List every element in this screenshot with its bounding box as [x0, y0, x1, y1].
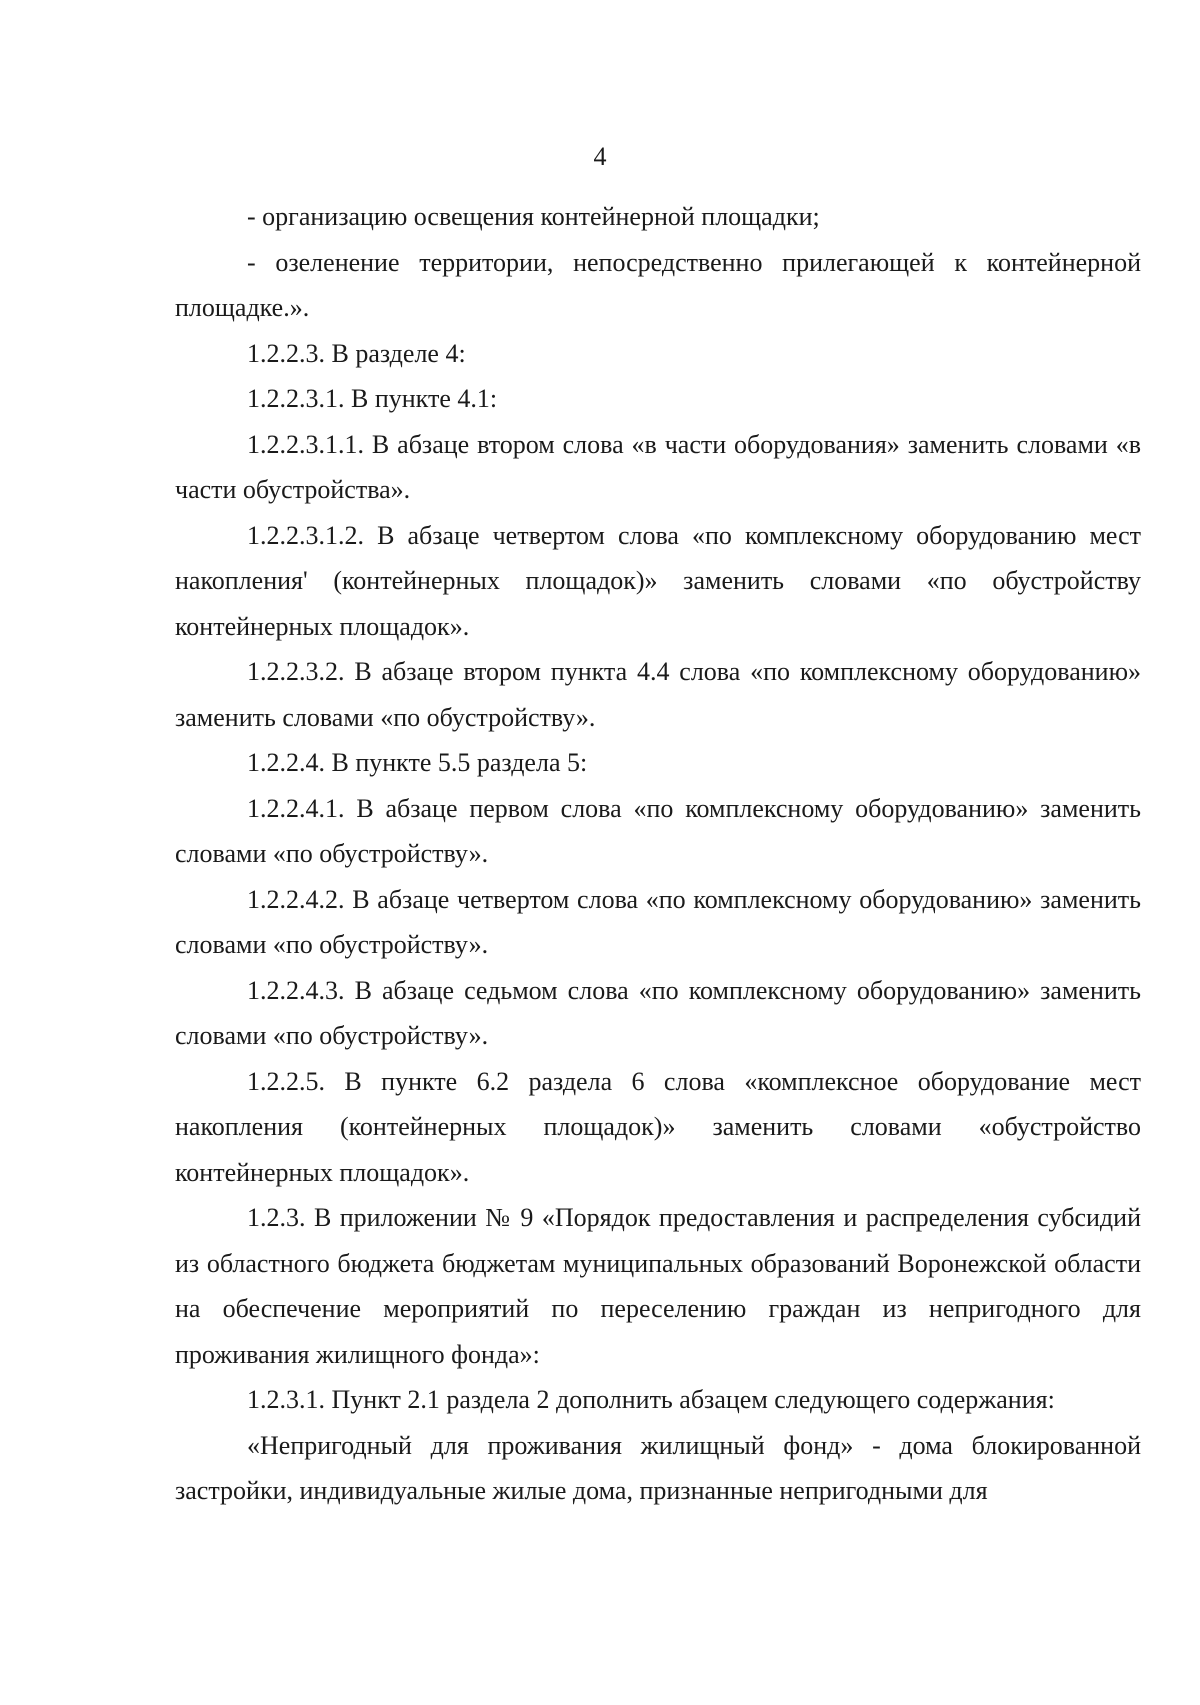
- paragraph-1-2-2-4-2: 1.2.2.4.2. В абзаце четвертом слова «по комплексному оборудованию» заменить словами «по обустройству».: [175, 884, 1141, 959]
- paragraph-1-2-3: 1.2.3. В приложении № 9 «Порядок предоставления и распределения субсидий из областного бюджета бюджетам муниципальных образований Воронежской области на обеспечение мероприятий по переселению граждан из непригодного для проживания жилищного фонда»:: [175, 1203, 1141, 1369]
- paragraph-1-2-2-4-3: 1.2.2.4.3. В абзаце седьмом слова «по комплексному оборудованию» заменить словами «по обустройству».: [175, 975, 1141, 1050]
- paragraph-1-2-2-3-1-2: 1.2.2.3.1.2. В абзаце четвертом слова «по комплексному оборудованию мест накопления' (контейнерных площадок)» заменить словами «по обустройству контейнерных площадок».: [175, 520, 1141, 641]
- paragraph-lighting: - организацию освещения контейнерной площадки;: [247, 202, 820, 231]
- paragraph-1-2-2-3-1: 1.2.2.3.1. В пункте 4.1:: [247, 384, 498, 413]
- paragraph-1-2-2-4: 1.2.2.4. В пункте 5.5 раздела 5:: [247, 748, 588, 777]
- paragraph-1-2-2-3-2: 1.2.2.3.2. В абзаце втором пункта 4.4 слова «по комплексному оборудованию» заменить словами «по обустройству».: [175, 657, 1141, 732]
- paragraph-1-2-3-1: 1.2.3.1. Пункт 2.1 раздела 2 дополнить абзацем следующего содержания:: [247, 1385, 1055, 1414]
- paragraph-definition: «Непригодный для проживания жилищный фонд» - дома блокированной застройки, индивидуальные жилые дома, признанные непригодными для: [175, 1430, 1141, 1505]
- paragraph-1-2-2-3: 1.2.2.3. В разделе 4:: [247, 338, 466, 368]
- page-number: 4: [593, 142, 607, 171]
- paragraph-1-2-2-5: 1.2.2.5. В пункте 6.2 раздела 6 слова «комплексное оборудование мест накопления (контейнерных площадок)» заменить словами «обустройство контейнерных площадок».: [175, 1066, 1141, 1187]
- paragraph-landscaping: - озеленение территории, непосредственно прилегающей к контейнерной площадке.».: [175, 247, 1141, 322]
- paragraph-1-2-2-4-1: 1.2.2.4.1. В абзаце первом слова «по комплексному оборудованию» заменить словами «по обустройству».: [175, 793, 1141, 868]
- document-body: [175, 194, 1141, 1514]
- paragraph-1-2-2-3-1-1: 1.2.2.3.1.1. В абзаце втором слова «в части оборудования» заменить словами «в части обустройства».: [175, 429, 1141, 504]
